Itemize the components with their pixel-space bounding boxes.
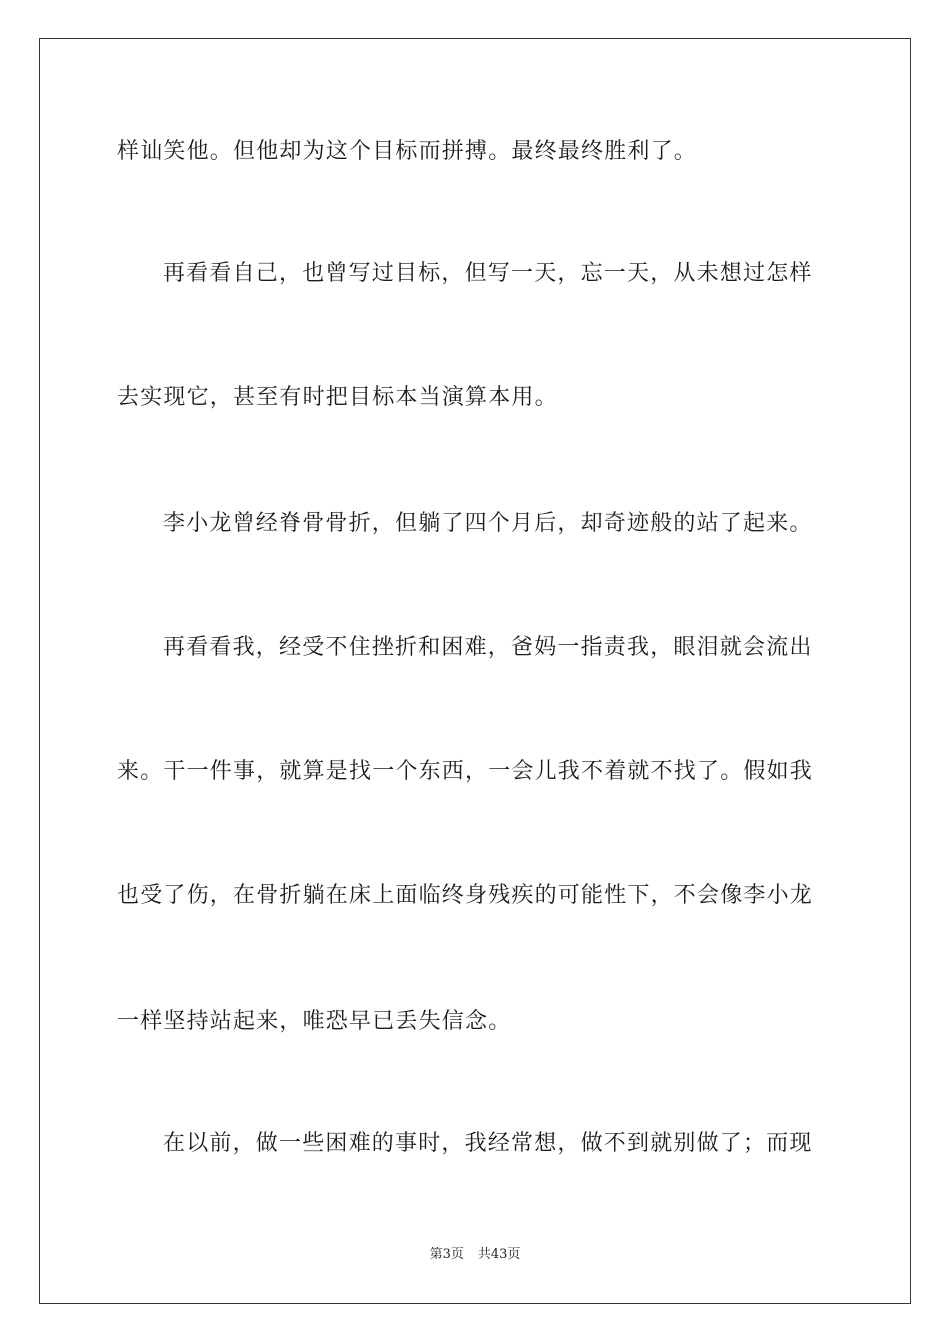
page-footer xyxy=(0,1246,950,1264)
page-number: 第3页 xyxy=(429,1247,464,1262)
text-line-8: 一样坚持站起来，唯恐早已丢失信念。 xyxy=(117,1009,512,1034)
page-total: 共43页 xyxy=(477,1247,521,1262)
text-line-9: 在以前，做一些困难的事时，我经常想，做不到就别做了；而现 xyxy=(163,1131,813,1156)
text-line-2: 再看看自己，也曾写过目标，但写一天，忘一天，从未想过怎样 xyxy=(163,261,813,286)
text-line-4: 李小龙曾经脊骨骨折，但躺了四个月后，却奇迹般的站了起来。 xyxy=(163,511,813,536)
text-line-1: 样讪笑他。但他却为这个目标而拼搏。最终最终胜利了。 xyxy=(117,139,698,164)
text-line-3: 去实现它，甚至有时把目标本当演算本用。 xyxy=(117,385,558,410)
text-line-5: 再看看我，经受不住挫折和困难，爸妈一指责我，眼泪就会流出 xyxy=(163,635,813,660)
text-line-6: 来。干一件事，就算是找一个东西，一会儿我不着就不找了。假如我 xyxy=(117,759,814,784)
page-border xyxy=(39,38,911,1304)
text-line-7: 也受了伤，在骨折躺在床上面临终身残疾的可能性下，不会像李小龙 xyxy=(117,883,814,908)
